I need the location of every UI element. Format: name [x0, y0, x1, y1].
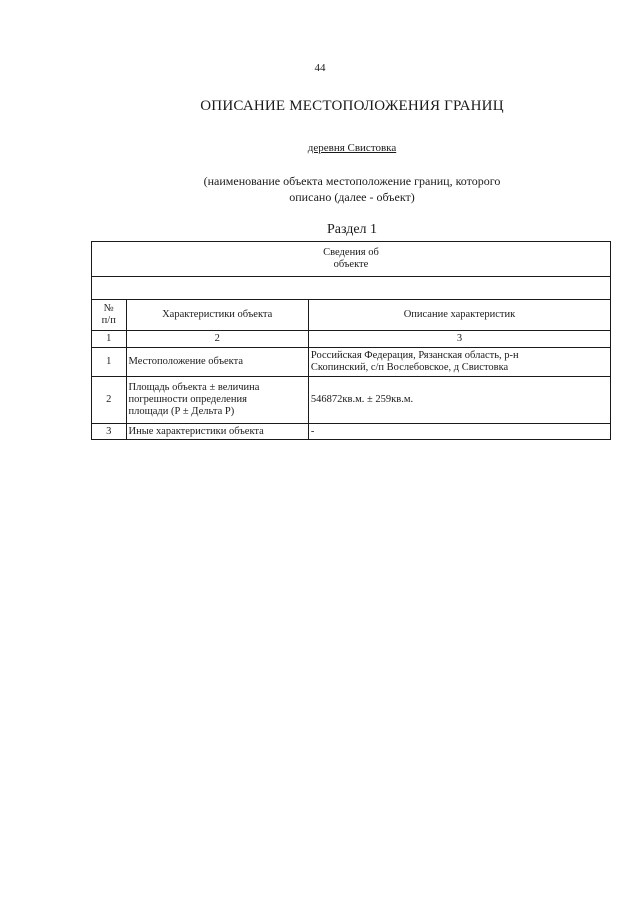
row-characteristic-line-2: погрешности определения	[128, 394, 247, 405]
object-info-table	[91, 241, 611, 440]
table-heading-line-1: Сведения об	[323, 247, 379, 258]
row-characteristic-line-1: Площадь объекта ± величина	[128, 382, 260, 393]
row-characteristic: Иные характеристики объекта	[126, 424, 308, 440]
row-description: 546872кв.м. ± 259кв.м.	[308, 377, 610, 424]
column-header-number-line-1: №	[103, 303, 114, 314]
object-name-caption	[160, 173, 544, 205]
row-characteristic: Местоположение объекта	[126, 348, 308, 377]
object-name: деревня Свистовка	[307, 142, 397, 154]
column-header-number	[92, 300, 127, 331]
table-heading	[92, 242, 611, 277]
row-characteristic	[126, 377, 308, 424]
row-number: 2	[92, 377, 127, 424]
table-heading-line-2: объекте	[333, 259, 369, 270]
caption-line-2: описано (далее - объект)	[289, 190, 415, 204]
row-number: 1	[92, 348, 127, 377]
column-number-3: 3	[308, 331, 610, 348]
row-description	[308, 348, 610, 377]
section-title: Раздел 1	[326, 222, 378, 237]
document-title: ОПИСАНИЕ МЕСТОПОЛОЖЕНИЯ ГРАНИЦ	[200, 98, 504, 114]
table-row	[92, 377, 611, 424]
page-number: 44	[314, 62, 326, 74]
row-description: -	[308, 424, 610, 440]
column-header-description: Описание характеристик	[308, 300, 610, 331]
column-header-characteristic: Характеристики объекта	[126, 300, 308, 331]
column-header-number-line-2: п/п	[101, 315, 116, 326]
column-number-1: 1	[92, 331, 127, 348]
column-number-2: 2	[126, 331, 308, 348]
row-characteristic-line-3: площади (Р ± Дельта Р)	[128, 406, 235, 417]
table-blank-row	[92, 277, 611, 300]
row-description-line-1: Российская Федерация, Рязанская область, р-н	[310, 350, 519, 361]
table-row	[92, 424, 611, 440]
table-column-number-row	[92, 331, 611, 348]
row-description-line-2: Скопинский, с/п Вослебовское, д Свистовка	[310, 362, 509, 373]
table-column-header-row	[92, 300, 611, 331]
table-row	[92, 348, 611, 377]
table-heading-row	[92, 242, 611, 277]
caption-line-1: (наименование объекта местоположение границ, которого	[203, 174, 501, 188]
row-number: 3	[92, 424, 127, 440]
table-blank-cell	[92, 277, 611, 300]
